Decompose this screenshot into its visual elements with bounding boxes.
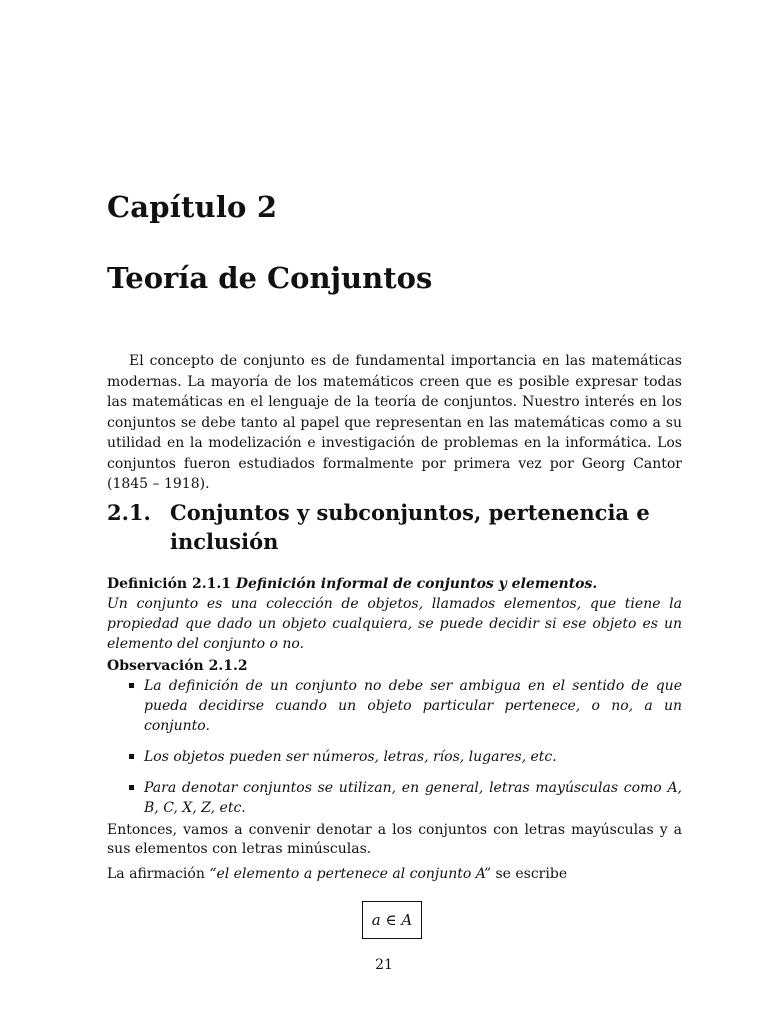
square-bullet-icon (129, 754, 134, 759)
list-item (107, 676, 682, 736)
formula: a ∈ A (371, 911, 413, 929)
statement-prefix: La afirmación (107, 866, 210, 882)
intro-paragraph: El concepto de conjunto es de fundamental importancia en las matemáticas modernas. La mayoría de los matemáticos creen que es posible expresar todas las matemáticas en el lenguaje de la teoría de conjuntos. Nuestro interés en los conjuntos se debe tanto al papel que representan en las matemáticas como a su utilidad en la modelización e investigación de problemas en la informática. Los conjuntos fueron estudiados formalmente por primera vez por Georg Cantor (1845 – 1918). (107, 353, 682, 492)
definition-heading (107, 574, 682, 594)
list-item (107, 778, 682, 818)
observation-block (107, 656, 682, 818)
chapter-label: Capítulo 2 (107, 190, 278, 224)
definition-block (107, 574, 682, 654)
section-number: 2.1. (107, 500, 151, 525)
statement-paragraph (107, 864, 682, 884)
square-bullet-icon (129, 785, 134, 790)
list-item-text: Para denotar conjuntos se utilizan, en general, letras mayúsculas como A, B, C, X, Z, etc. (144, 780, 682, 816)
definition-label: Definición 2.1.1 (107, 576, 231, 592)
statement-suffix: se escribe (491, 866, 568, 882)
list-item-text: Los objetos pueden ser números, letras, ríos, lugares, etc. (144, 749, 557, 765)
definition-body: Un conjunto es una colección de objetos, llamados elementos, que tiene la propiedad que dado un objeto cualquiera, se puede decidir si ese objeto es un elemento del conjunto o no. (107, 596, 682, 652)
section-title: Conjuntos y subconjuntos, pertenencia e inclusión (170, 500, 650, 554)
observation-list (107, 676, 682, 818)
convention-paragraph: Entonces, vamos a convenir denotar a los conjuntos con letras mayúsculas y a sus elementos con letras minúsculas. (107, 822, 682, 857)
list-item (107, 747, 682, 767)
list-item-text: La definición de un conjunto no debe ser ambigua en el sentido de que pueda decidirse cuando un objeto particular pertenece, o no, a un conjunto. (144, 678, 682, 734)
chapter-title: Teoría de Conjuntos (107, 261, 433, 295)
definition-subtitle: Definición informal de conjuntos y elementos. (235, 576, 598, 592)
statement-quote: “el elemento a pertenece al conjunto A” (209, 866, 491, 882)
formula-box (362, 901, 422, 939)
section-heading (107, 498, 687, 556)
square-bullet-icon (129, 683, 134, 688)
observation-label: Observación 2.1.2 (107, 658, 248, 674)
page-number: 21 (375, 957, 393, 973)
